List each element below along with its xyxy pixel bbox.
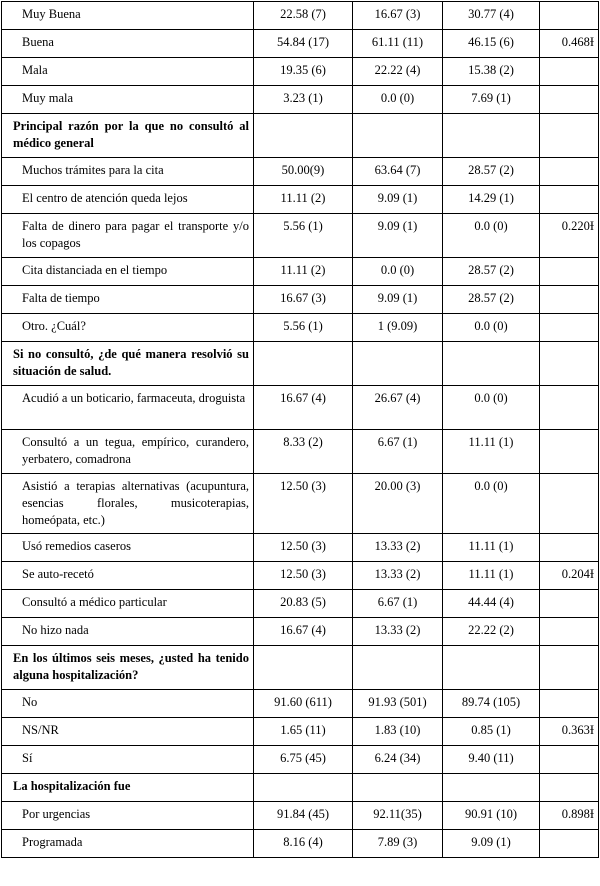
- table-row: [2, 618, 599, 646]
- value-cell-2: 20.00 (3): [353, 474, 443, 534]
- p-value-cell: [540, 618, 599, 646]
- value-cell-1: 5.56 (1): [254, 314, 353, 342]
- table-row: [2, 562, 599, 590]
- row-label: Otro. ¿Cuál?: [2, 314, 254, 342]
- row-label: NS/NR: [2, 718, 254, 746]
- value-cell-3: 9.40 (11): [443, 746, 540, 774]
- empty-cell: [353, 342, 443, 386]
- p-value-cell: [540, 534, 599, 562]
- row-label: Falta de tiempo: [2, 286, 254, 314]
- p-value-cell: [540, 286, 599, 314]
- value-cell-1: 8.33 (2): [254, 430, 353, 474]
- table-row: [2, 214, 599, 258]
- value-cell-1: 50.00(9): [254, 158, 353, 186]
- p-value-cell: [540, 258, 599, 286]
- value-cell-3: 9.09 (1): [443, 830, 540, 858]
- table-row: [2, 746, 599, 774]
- value-cell-2: 9.09 (1): [353, 286, 443, 314]
- value-cell-1: 12.50 (3): [254, 474, 353, 534]
- row-label: Mala: [2, 58, 254, 86]
- table-row: [2, 690, 599, 718]
- p-value-cell: 0.363Ɨ: [540, 718, 599, 746]
- table-row: [2, 590, 599, 618]
- table-row: [2, 186, 599, 214]
- value-cell-2: 22.22 (4): [353, 58, 443, 86]
- value-cell-1: 1.65 (11): [254, 718, 353, 746]
- p-value-cell: [540, 474, 599, 534]
- row-label: Por urgencias: [2, 802, 254, 830]
- p-value-cell: [540, 2, 599, 30]
- value-cell-2: 1 (9.09): [353, 314, 443, 342]
- table-row: [2, 2, 599, 30]
- value-cell-1: 16.67 (4): [254, 386, 353, 430]
- empty-cell: [353, 646, 443, 690]
- empty-cell: [353, 114, 443, 158]
- value-cell-2: 9.09 (1): [353, 186, 443, 214]
- empty-cell: [540, 646, 599, 690]
- row-label: Muy Buena: [2, 2, 254, 30]
- p-value-cell: [540, 590, 599, 618]
- value-cell-3: 44.44 (4): [443, 590, 540, 618]
- p-value-cell: 0.220Ɨ: [540, 214, 599, 258]
- value-cell-2: 0.0 (0): [353, 86, 443, 114]
- section-label: En los últimos seis meses, ¿usted ha tenido alguna hospitalización?: [2, 646, 254, 690]
- p-value-cell: [540, 186, 599, 214]
- row-label: No: [2, 690, 254, 718]
- value-cell-1: 19.35 (6): [254, 58, 353, 86]
- table-row: [2, 30, 599, 58]
- empty-cell: [443, 774, 540, 802]
- p-value-cell: [540, 830, 599, 858]
- value-cell-3: 0.85 (1): [443, 718, 540, 746]
- results-table-body: [2, 2, 599, 858]
- value-cell-3: 90.91 (10): [443, 802, 540, 830]
- table-row: [2, 802, 599, 830]
- value-cell-2: 0.0 (0): [353, 258, 443, 286]
- table-row: [2, 718, 599, 746]
- value-cell-3: 30.77 (4): [443, 2, 540, 30]
- value-cell-2: 13.33 (2): [353, 534, 443, 562]
- p-value-cell: [540, 746, 599, 774]
- row-label: Cita distanciada en el tiempo: [2, 258, 254, 286]
- value-cell-1: 11.11 (2): [254, 186, 353, 214]
- results-table: [1, 1, 599, 858]
- section-header-row: [2, 342, 599, 386]
- row-label: Asistió a terapias alternativas (acupuntura, esencias florales, musicoterapias, homeópata, etc.): [2, 474, 254, 534]
- p-value-cell: [540, 430, 599, 474]
- value-cell-2: 9.09 (1): [353, 214, 443, 258]
- value-cell-1: 12.50 (3): [254, 562, 353, 590]
- value-cell-1: 54.84 (17): [254, 30, 353, 58]
- table-row: [2, 314, 599, 342]
- table-row: [2, 474, 599, 534]
- value-cell-2: 91.93 (501): [353, 690, 443, 718]
- value-cell-1: 20.83 (5): [254, 590, 353, 618]
- p-value-cell: [540, 86, 599, 114]
- table-row: [2, 58, 599, 86]
- value-cell-3: 11.11 (1): [443, 562, 540, 590]
- p-value-cell: [540, 386, 599, 430]
- value-cell-3: 28.57 (2): [443, 286, 540, 314]
- table-row: [2, 158, 599, 186]
- table-row: [2, 430, 599, 474]
- p-value-cell: 0.898Ɨ: [540, 802, 599, 830]
- value-cell-1: 16.67 (3): [254, 286, 353, 314]
- row-label: Falta de dinero para pagar el transporte y/o los copagos: [2, 214, 254, 258]
- row-label: El centro de atención queda lejos: [2, 186, 254, 214]
- value-cell-1: 91.84 (45): [254, 802, 353, 830]
- empty-cell: [443, 342, 540, 386]
- empty-cell: [254, 774, 353, 802]
- value-cell-1: 16.67 (4): [254, 618, 353, 646]
- empty-cell: [540, 342, 599, 386]
- value-cell-1: 5.56 (1): [254, 214, 353, 258]
- empty-cell: [540, 774, 599, 802]
- p-value-cell: [540, 690, 599, 718]
- section-header-row: [2, 646, 599, 690]
- table-row: [2, 830, 599, 858]
- row-label: Buena: [2, 30, 254, 58]
- value-cell-3: 89.74 (105): [443, 690, 540, 718]
- value-cell-2: 6.67 (1): [353, 430, 443, 474]
- value-cell-2: 26.67 (4): [353, 386, 443, 430]
- empty-cell: [443, 114, 540, 158]
- row-label: Sí: [2, 746, 254, 774]
- row-label: Se auto-recetó: [2, 562, 254, 590]
- value-cell-3: 46.15 (6): [443, 30, 540, 58]
- value-cell-1: 6.75 (45): [254, 746, 353, 774]
- value-cell-2: 92.11(35): [353, 802, 443, 830]
- table-row: [2, 258, 599, 286]
- table-row: [2, 534, 599, 562]
- value-cell-1: 22.58 (7): [254, 2, 353, 30]
- value-cell-3: 0.0 (0): [443, 214, 540, 258]
- value-cell-3: 28.57 (2): [443, 158, 540, 186]
- value-cell-3: 0.0 (0): [443, 314, 540, 342]
- value-cell-3: 0.0 (0): [443, 386, 540, 430]
- row-label: Programada: [2, 830, 254, 858]
- p-value-cell: [540, 58, 599, 86]
- value-cell-2: 61.11 (11): [353, 30, 443, 58]
- row-label: Consultó a un tegua, empírico, curandero, yerbatero, comadrona: [2, 430, 254, 474]
- value-cell-2: 1.83 (10): [353, 718, 443, 746]
- table-row: [2, 386, 599, 430]
- row-label: Usó remedios caseros: [2, 534, 254, 562]
- table-row: [2, 286, 599, 314]
- value-cell-2: 13.33 (2): [353, 562, 443, 590]
- empty-cell: [540, 114, 599, 158]
- table-row: [2, 86, 599, 114]
- p-value-cell: [540, 158, 599, 186]
- empty-cell: [254, 342, 353, 386]
- value-cell-1: 12.50 (3): [254, 534, 353, 562]
- section-label: Principal razón por la que no consultó al médico general: [2, 114, 254, 158]
- value-cell-3: 15.38 (2): [443, 58, 540, 86]
- value-cell-1: 8.16 (4): [254, 830, 353, 858]
- value-cell-3: 14.29 (1): [443, 186, 540, 214]
- p-value-cell: [540, 314, 599, 342]
- p-value-cell: 0.204Ɨ: [540, 562, 599, 590]
- row-label: Acudió a un boticario, farmaceuta, droguista: [2, 386, 254, 430]
- row-label: No hizo nada: [2, 618, 254, 646]
- value-cell-2: 6.67 (1): [353, 590, 443, 618]
- value-cell-3: 11.11 (1): [443, 430, 540, 474]
- value-cell-2: 7.89 (3): [353, 830, 443, 858]
- section-header-row: [2, 114, 599, 158]
- empty-cell: [443, 646, 540, 690]
- value-cell-2: 63.64 (7): [353, 158, 443, 186]
- row-label: Consultó a médico particular: [2, 590, 254, 618]
- empty-cell: [254, 114, 353, 158]
- value-cell-1: 11.11 (2): [254, 258, 353, 286]
- value-cell-2: 13.33 (2): [353, 618, 443, 646]
- value-cell-1: 91.60 (611): [254, 690, 353, 718]
- section-label: Si no consultó, ¿de qué manera resolvió su situación de salud.: [2, 342, 254, 386]
- value-cell-1: 3.23 (1): [254, 86, 353, 114]
- value-cell-3: 0.0 (0): [443, 474, 540, 534]
- empty-cell: [353, 774, 443, 802]
- empty-cell: [254, 646, 353, 690]
- value-cell-2: 6.24 (34): [353, 746, 443, 774]
- section-header-row: [2, 774, 599, 802]
- section-label: La hospitalización fue: [2, 774, 254, 802]
- value-cell-3: 11.11 (1): [443, 534, 540, 562]
- value-cell-3: 28.57 (2): [443, 258, 540, 286]
- value-cell-3: 22.22 (2): [443, 618, 540, 646]
- row-label: Muy mala: [2, 86, 254, 114]
- row-label: Muchos trámites para la cita: [2, 158, 254, 186]
- p-value-cell: 0.468Ɨ: [540, 30, 599, 58]
- value-cell-3: 7.69 (1): [443, 86, 540, 114]
- value-cell-2: 16.67 (3): [353, 2, 443, 30]
